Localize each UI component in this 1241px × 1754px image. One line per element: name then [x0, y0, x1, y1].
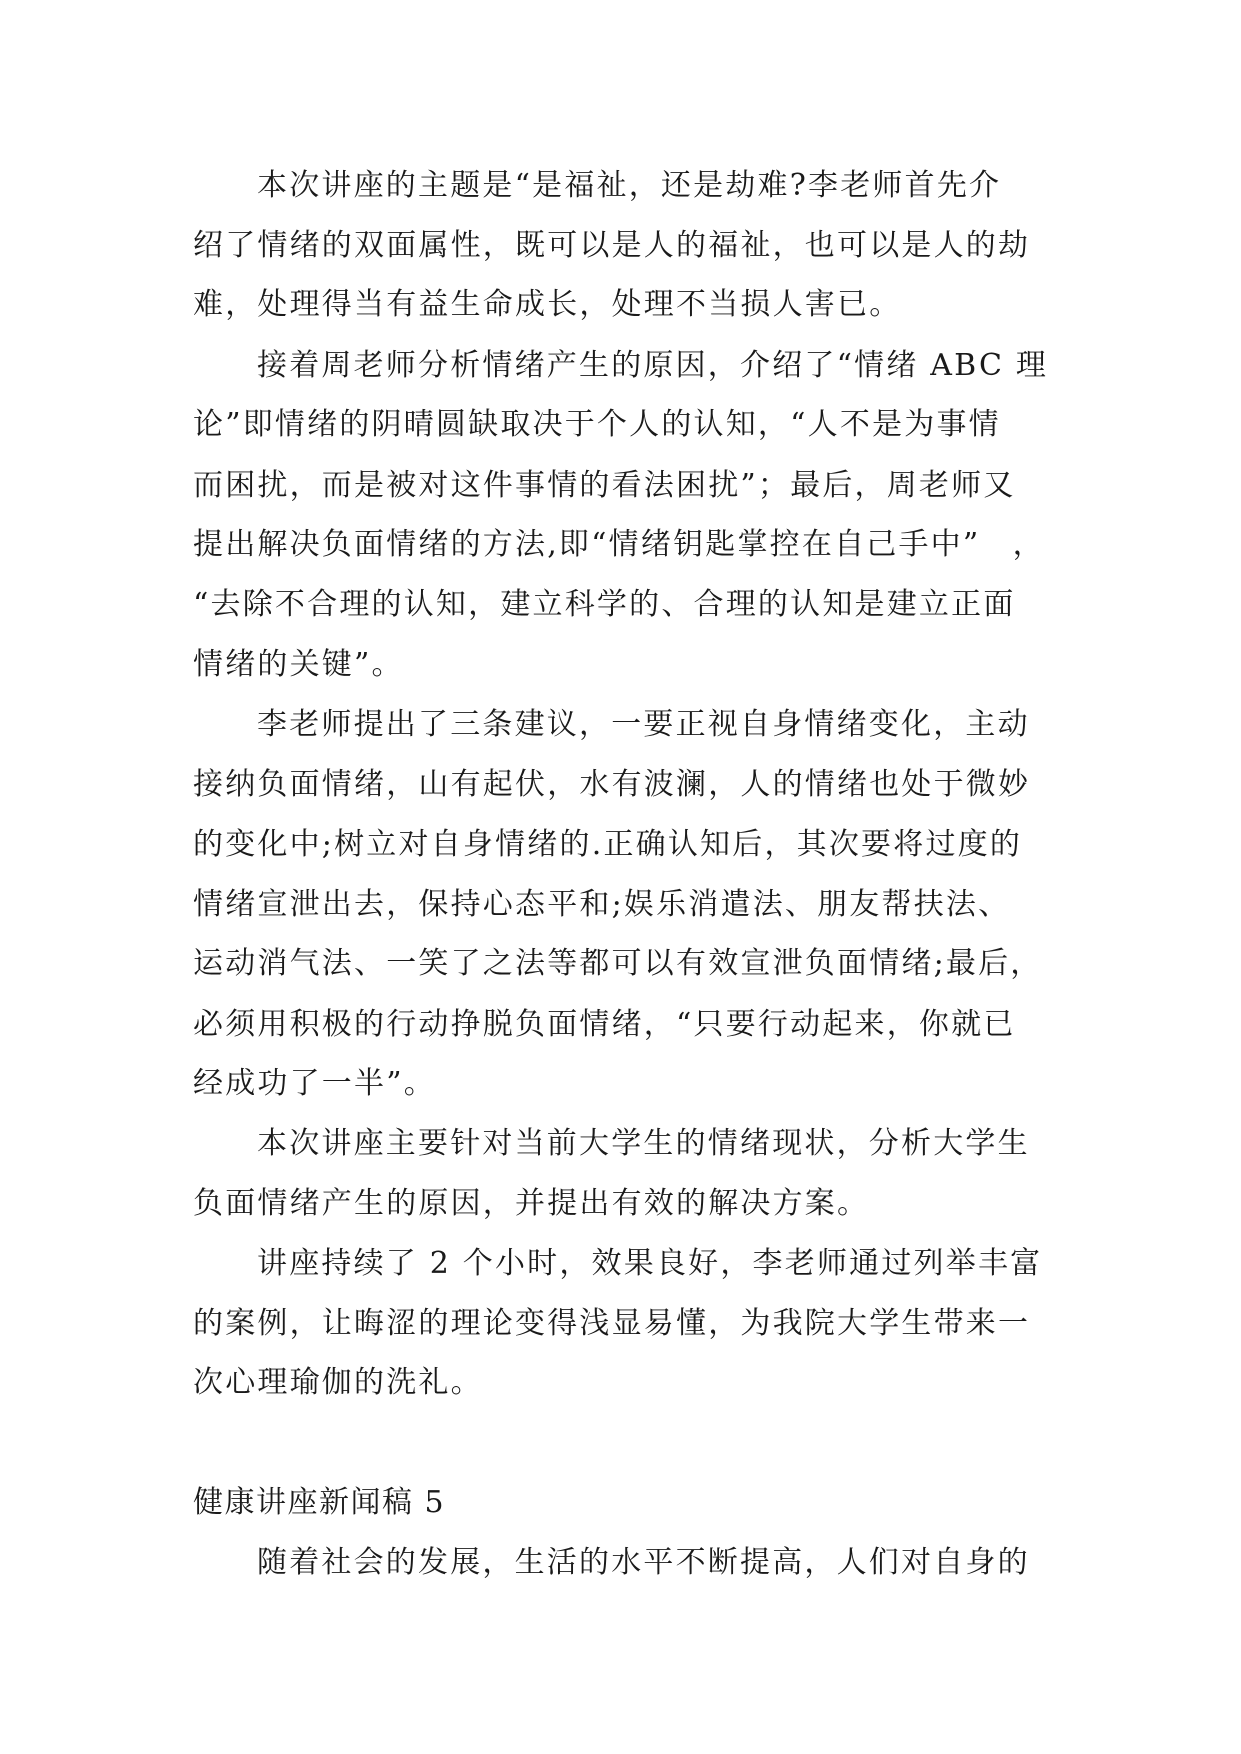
- paragraph-4-line-1: 本次讲座主要针对当前大学生的情绪现状，分析大学生: [257, 1126, 1030, 1161]
- paragraph-2-line-6: 情绪的关键”。: [193, 647, 404, 682]
- paragraph-3-line-4: 情绪宣泄出去，保持心态平和;娱乐消遣法、朋友帮扶法、: [193, 887, 1011, 922]
- paragraph-3-line-3: 的变化中;树立对自身情绪的.正确认知后，其次要将过度的: [193, 827, 1023, 862]
- paragraph-1-line-1: 本次讲座的主题是“是福祉，还是劫难?李老师首先介: [257, 168, 1002, 203]
- paragraph-2-line-3: 而困扰，而是被对这件事情的看法困扰”；最后，周老师又: [193, 468, 1016, 503]
- paragraph-3-line-7: 经成功了一半”。: [193, 1066, 436, 1101]
- paragraph-2-line-4: 提出解决负面情绪的方法,即“情绪钥匙掌控在自己手中” ，: [193, 527, 1045, 562]
- paragraph-3-line-2: 接纳负面情绪，山有起伏，水有波澜，人的情绪也处于微妙: [193, 767, 1031, 802]
- paragraph-2-line-5: “去除不合理的认知，建立科学的、合理的认知是建立正面: [193, 587, 1016, 622]
- paragraph-5-line-1: 讲座持续了 2 个小时，效果良好，李老师通过列举丰富: [257, 1246, 1043, 1281]
- paragraph-5-line-2: 的案例，让晦涩的理论变得浅显易懂，为我院大学生带来一: [193, 1306, 1031, 1341]
- paragraph-2-line-1: 接着周老师分析情绪产生的原因，介绍了“情绪 ABC 理: [257, 348, 1049, 383]
- paragraph-1-line-3: 难，处理得当有益生命成长，处理不当损人害已。: [193, 287, 902, 322]
- section-heading: 健康讲座新闻稿 5: [193, 1485, 446, 1520]
- paragraph-4-line-2: 负面情绪产生的原因，并提出有效的解决方案。: [193, 1186, 870, 1221]
- final-paragraph-line-1: 随着社会的发展，生活的水平不断提高，人们对自身的: [257, 1545, 1030, 1580]
- paragraph-3-line-1: 李老师提出了三条建议，一要正视自身情绪变化，主动: [257, 707, 1030, 742]
- paragraph-5-line-3: 次心理瑜伽的洗礼。: [193, 1365, 483, 1400]
- paragraph-3-line-6: 必须用积极的行动挣脱负面情绪，“只要行动起来，你就已: [193, 1007, 1016, 1042]
- paragraph-3-line-5: 运动消气法、一笑了之法等都可以有效宣泄负面情绪;最后，: [193, 946, 1043, 981]
- paragraph-2-line-2: 论”即情绪的阴晴圆缺取决于个人的认知，“人不是为事情: [193, 407, 1001, 442]
- paragraph-1-line-2: 绍了情绪的双面属性，既可以是人的福祉，也可以是人的劫: [193, 228, 1031, 263]
